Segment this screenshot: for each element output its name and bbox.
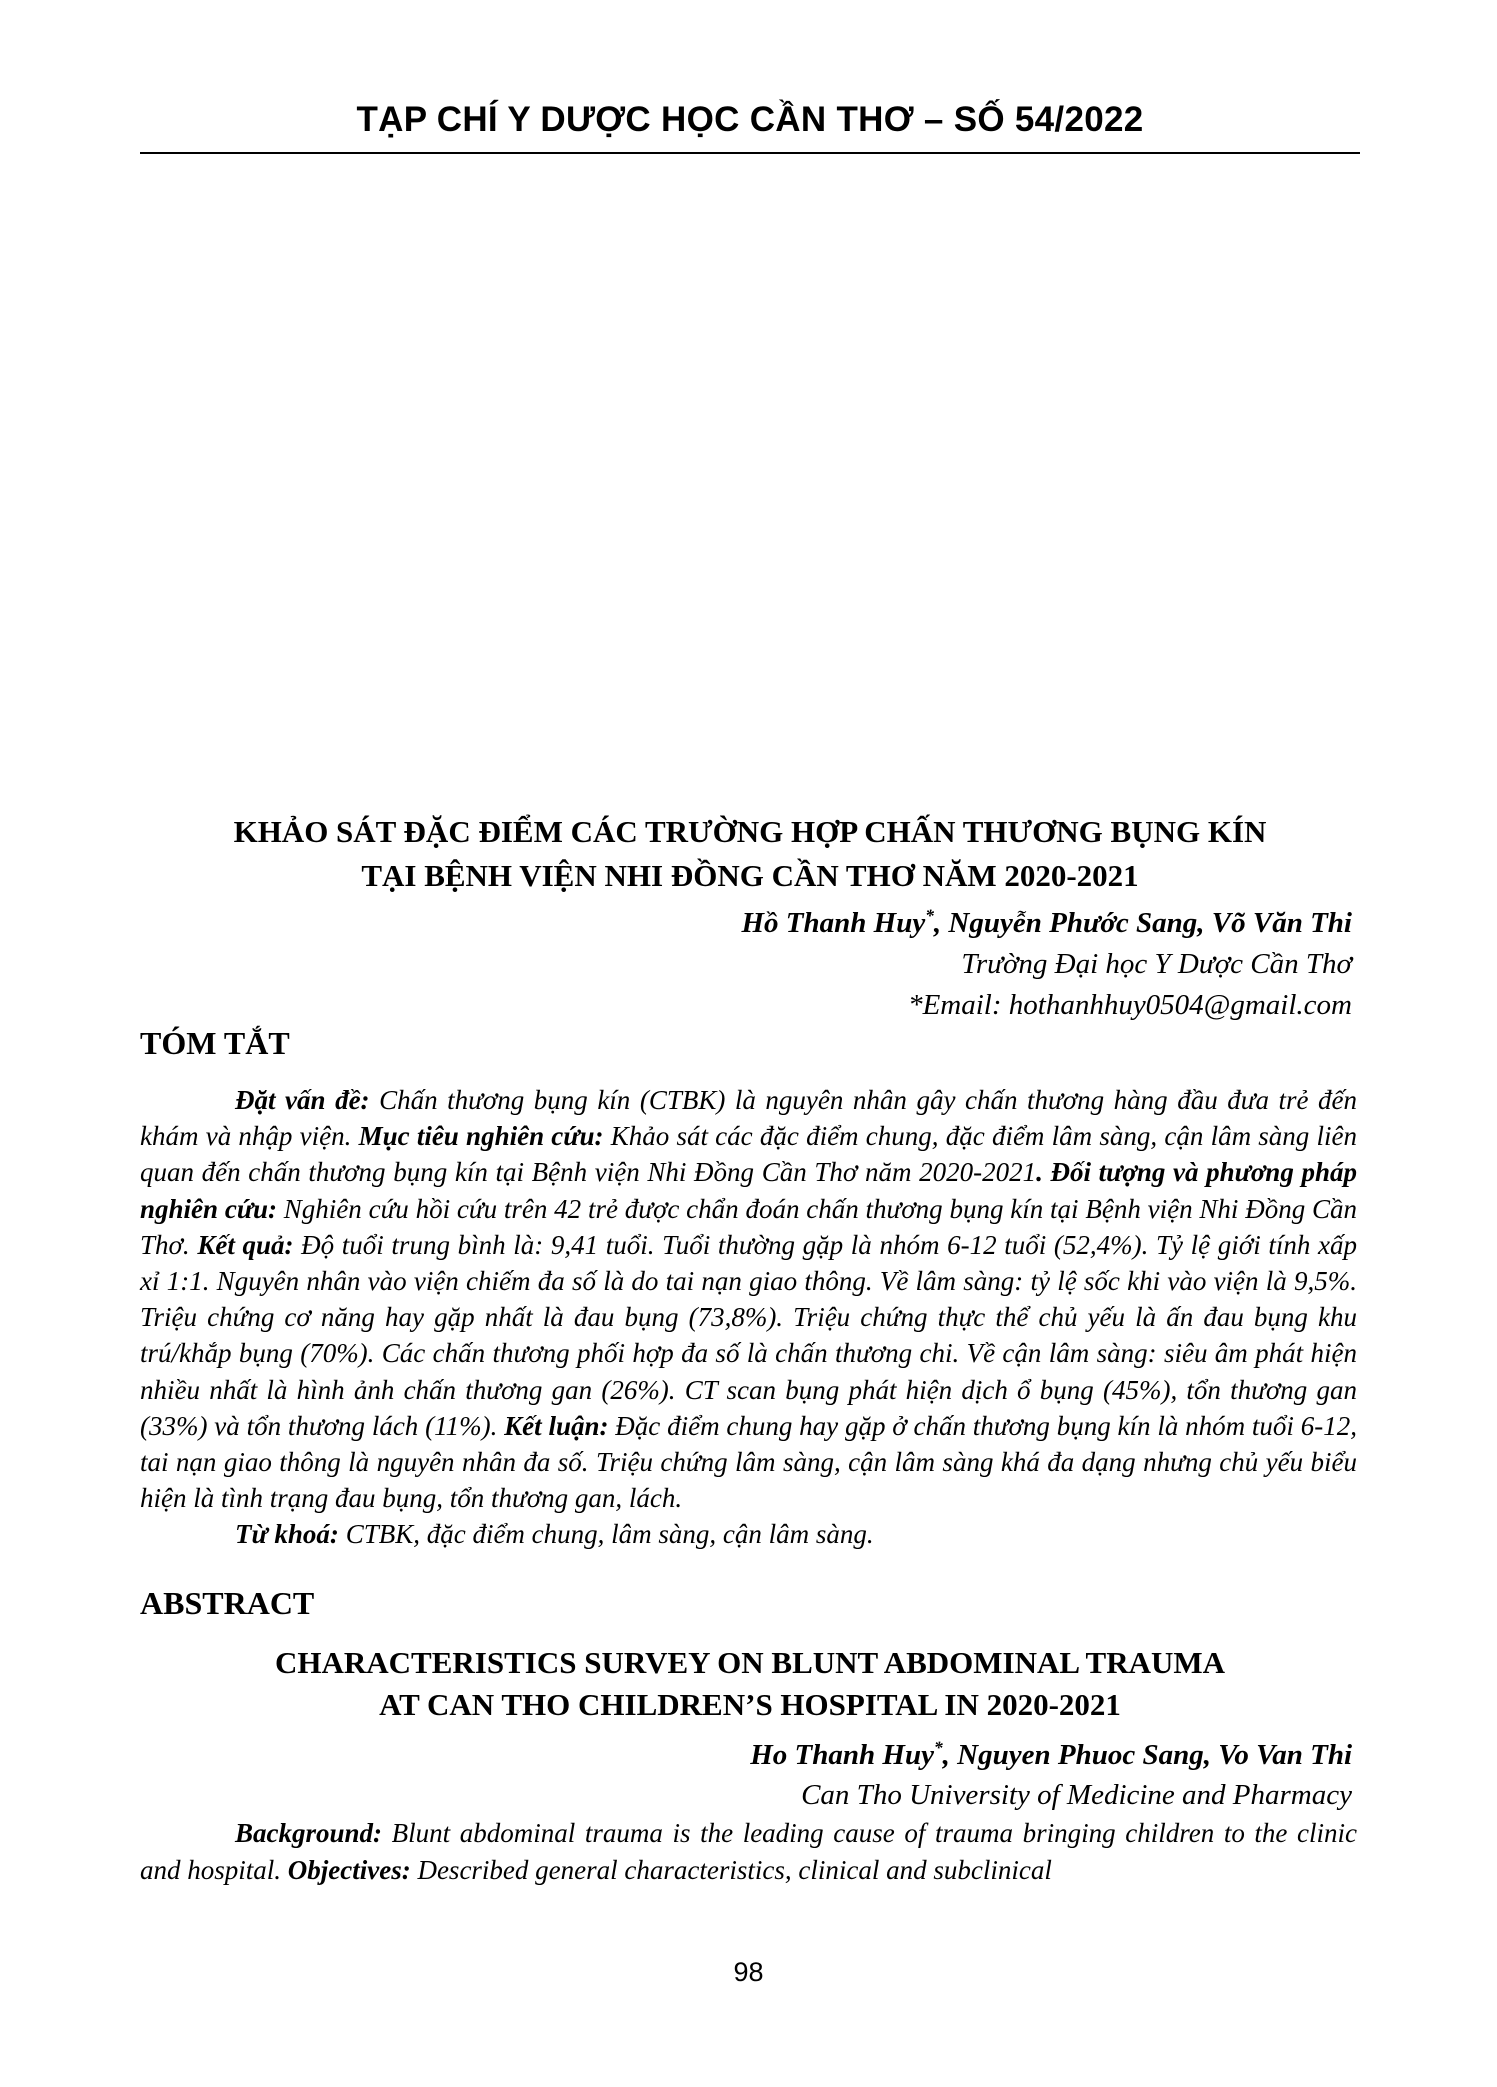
label-keywords-vi: Từ khoá: [235, 1519, 339, 1550]
other-authors-en: , Nguyen Phuoc Sang, Vo Van Thi [942, 1739, 1352, 1771]
label-background-vi: Đặt vấn đề: [235, 1085, 370, 1115]
text-conclusion-vi: Đặc điểm chung hay gặp ở chấn thương bụng kín là nhóm tuổi 6-12, tai nạn giao thông là nguyên nhân đa số. Triệu chứng lâm sàng, cận lâm sàng khá đa dạng nhưng chủ yếu biểu hiện là tình trạng đau bụng, tổn thương gan, lách. [140, 1410, 1357, 1514]
abstract-vi [140, 1082, 1357, 1553]
label-methods-vi: Đối tượng và phương pháp nghiên cứu: [140, 1157, 1357, 1224]
page-number: 98 [733, 1957, 764, 1987]
author-names-en [750, 1735, 1352, 1775]
text-objectives-en: Described general characteristics, clinical and subclinical [410, 1855, 1052, 1885]
corresponding-email: *Email: hothanhhuy0504@gmail.com [908, 989, 1352, 1021]
affiliation-vi: Trường Đại học Y Dược Cần Thơ [961, 948, 1352, 980]
label-background-en: Background: [235, 1818, 383, 1848]
first-author-en: Ho Thanh Huy [750, 1739, 934, 1771]
corresponding-mark-en: * [933, 1737, 943, 1758]
affiliation-en: Can Tho University of Medicine and Pharmacy [801, 1779, 1352, 1811]
title-vi-line-2: TẠI BỆNH VIỆN NHI ĐỒNG CẦN THƠ NĂM 2020-2021 [361, 858, 1139, 893]
author-names-vi [742, 903, 1353, 944]
abstract-heading: ABSTRACT [140, 1585, 315, 1621]
tomtat-heading: TÓM TẮT [140, 1025, 290, 1061]
text-objectives-vi: Khảo sát các đặc điểm chung, đặc điểm lâm sàng, cận lâm sàng liên quan đến chấn thương bụng kín tại Bệnh viện Nhi Đồng Cần Thơ năm 2020-2021 [140, 1121, 1358, 1188]
title-vi-line-1: KHẢO SÁT ĐẶC ĐIỂM CÁC TRƯỜNG HỢP CHẤN THƯƠNG BỤNG KÍN [233, 814, 1267, 849]
text-results-vi: Độ tuổi trung bình là: 9,41 tuổi. Tuổi thường gặp là nhóm 6-12 tuổi (52,4%). Tỷ lệ giới tính xấp xỉ 1:1. Nguyên nhân vào viện chiếm đa số là do tai nạn giao thông. Về lâm sàng: tỷ lệ sốc khi vào viện là 9,5%. Triệu chứng cơ năng hay gặp nhất là đau bụng (73,8%). Triệu chứng thực thể chủ yếu là ấn đau bụng khu trú/khắp bụng (70%). Các chấn thương phối hợp đa số là chấn thương chi. Về cận lâm sàng: siêu âm phát hiện nhiều nhất là hình ảnh chấn thương gan (26%). CT scan bụng phát hiện dịch ổ bụng (45%), tổn thương gan (33%) và tổn thương lách (11%). [140, 1229, 1357, 1441]
label-results-vi: Kết quả: [197, 1229, 294, 1260]
label-objectives-en: Objectives: [287, 1855, 411, 1885]
abstract-en [140, 1815, 1357, 1889]
abstract-en-paragraph [140, 1815, 1357, 1889]
title-en-line-1: CHARACTERISTICS SURVEY ON BLUNT ABDOMINAL TRAUMA [274, 1645, 1226, 1680]
corresponding-mark: * [925, 905, 934, 926]
abstract-vi-paragraph [140, 1082, 1357, 1516]
journal-header: TẠP CHÍ Y DƯỢC HỌC CẦN THƠ – SỐ 54/2022 [356, 100, 1144, 139]
first-author: Hồ Thanh Huy [741, 907, 926, 939]
label-conclusion-vi: Kết luận: [504, 1410, 609, 1441]
article-title-vi [140, 810, 1360, 898]
other-authors: , Nguyễn Phước Sang, Võ Văn Thi [933, 907, 1352, 939]
text-keywords-vi: CTBK, đặc điểm chung, lâm sàng, cận lâm sàng. [338, 1519, 874, 1550]
keywords-vi [140, 1516, 1357, 1552]
authors-block-vi [742, 903, 1353, 1026]
title-en-line-2: AT CAN THO CHILDREN’S HOSPITAL IN 2020-2021 [379, 1687, 1121, 1722]
authors-block-en [750, 1735, 1352, 1815]
text-methods-vi: Nghiên cứu hồi cứu trên 42 trẻ được chẩn đoán chấn thương bụng kín tại Bệnh viện Nhi Đồng Cần Thơ. [140, 1193, 1357, 1260]
header-rule [140, 152, 1360, 154]
text-background-vi: Chấn thương bụng kín (CTBK) là nguyên nhân gây chấn thương hàng đầu đưa trẻ đến khám và nhập viện. [140, 1085, 1357, 1152]
text-background-en: Blunt abdominal trauma is the leading cause of trauma bringing children to the clinic and hospital. [140, 1818, 1357, 1885]
article-title-en [140, 1642, 1360, 1726]
objectives-period: . [1036, 1157, 1043, 1188]
label-objectives-vi: Mục tiêu nghiên cứu: [358, 1121, 604, 1152]
